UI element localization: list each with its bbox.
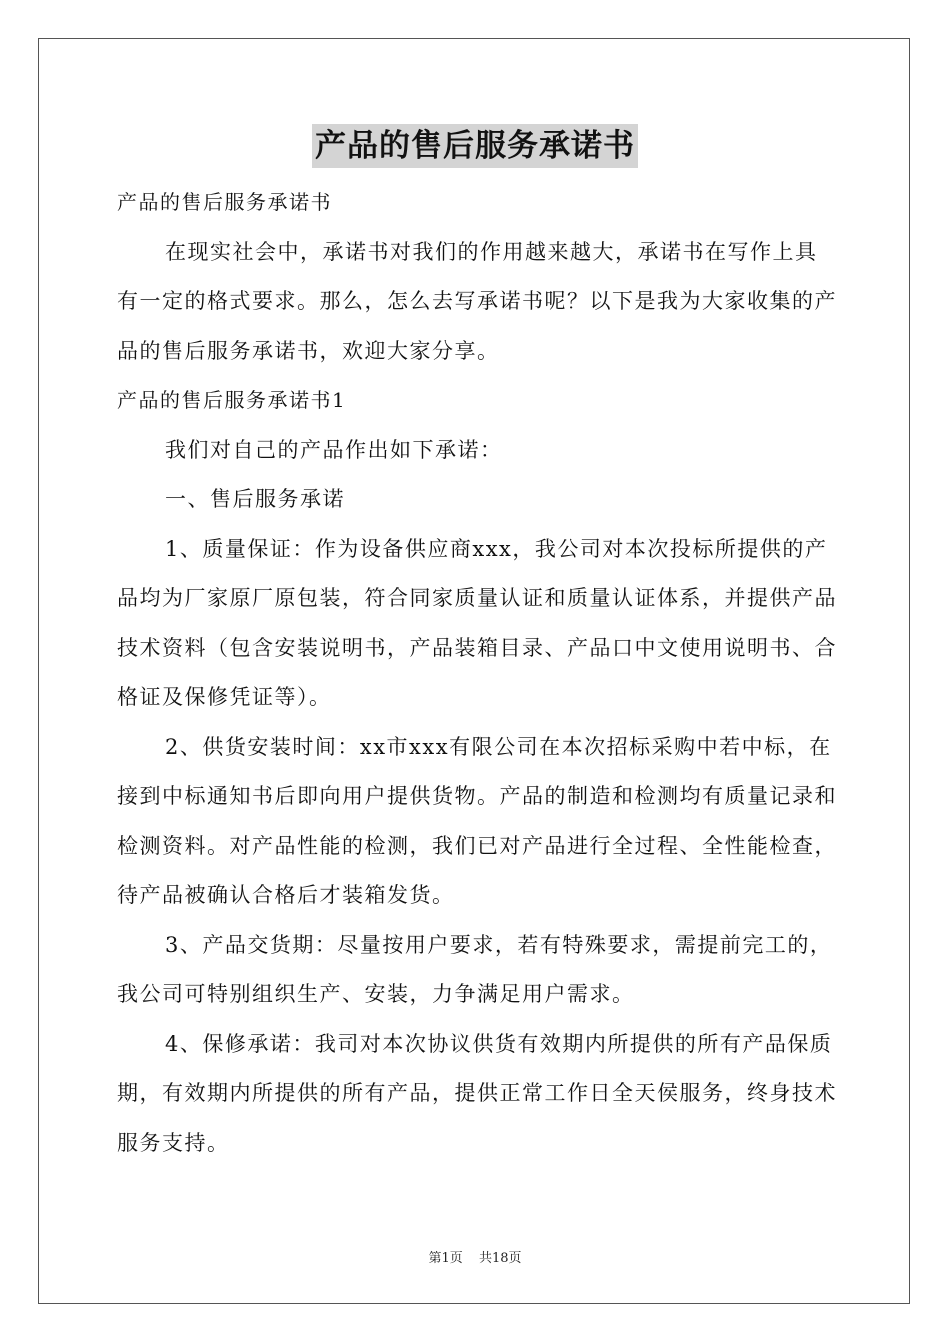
title-container xyxy=(0,124,950,168)
section-heading: 产品的售后服务承诺书1 xyxy=(117,388,347,412)
intro-paragraph: 在现实社会中，承诺书对我们的作用越来越大，承诺书在写作上具有一定的格式要求。那么，怎么去写承诺书呢？以下是我为大家收集的产品的售后服务承诺书，欢迎大家分享。 xyxy=(117,239,837,363)
page-footer xyxy=(0,1247,950,1266)
warranty-paragraph: 4、保修承诺：我司对本次协议供货有效期内所提供的所有产品保质期，有效期内所提供的所有产品，提供正常工作日全天侯服务，终身技术服务支持。 xyxy=(117,1031,837,1155)
page-total: 共18页 xyxy=(478,1251,522,1266)
subtitle-line: 产品的售后服务承诺书 xyxy=(117,190,332,214)
document-body xyxy=(117,178,837,1168)
commitment-lead: 我们对自己的产品作出如下承诺： xyxy=(165,437,503,462)
document-title: 产品的售后服务承诺书 xyxy=(312,124,638,168)
delivery-install-paragraph: 2、供货安装时间：xx市xxx有限公司在本次招标采购中若中标，在接到中标通知书后即向用户提供货物。产品的制造和检测均有质量记录和检测资料。对产品性能的检测，我们已对产品进行全过程、全性能检查，待产品被确认合格后才装箱发货。 xyxy=(117,734,837,907)
delivery-period-paragraph: 3、产品交货期：尽量按用户要求，若有特殊要求，需提前完工的，我公司可特别组织生产、安装，力争满足用户需求。 xyxy=(117,932,833,1006)
service-heading: 一、售后服务承诺 xyxy=(165,487,345,511)
quality-paragraph: 1、质量保证：作为设备供应商xxx，我公司对本次投标所提供的产品均为厂家原厂原包装，符合同家质量认证和质量认证体系，并提供产品技术资料（包含安装说明书，产品装箱目录、产品口中文使用说明书、合格证及保修凭证等）。 xyxy=(117,536,837,709)
page-number: 第1页 xyxy=(428,1251,463,1266)
